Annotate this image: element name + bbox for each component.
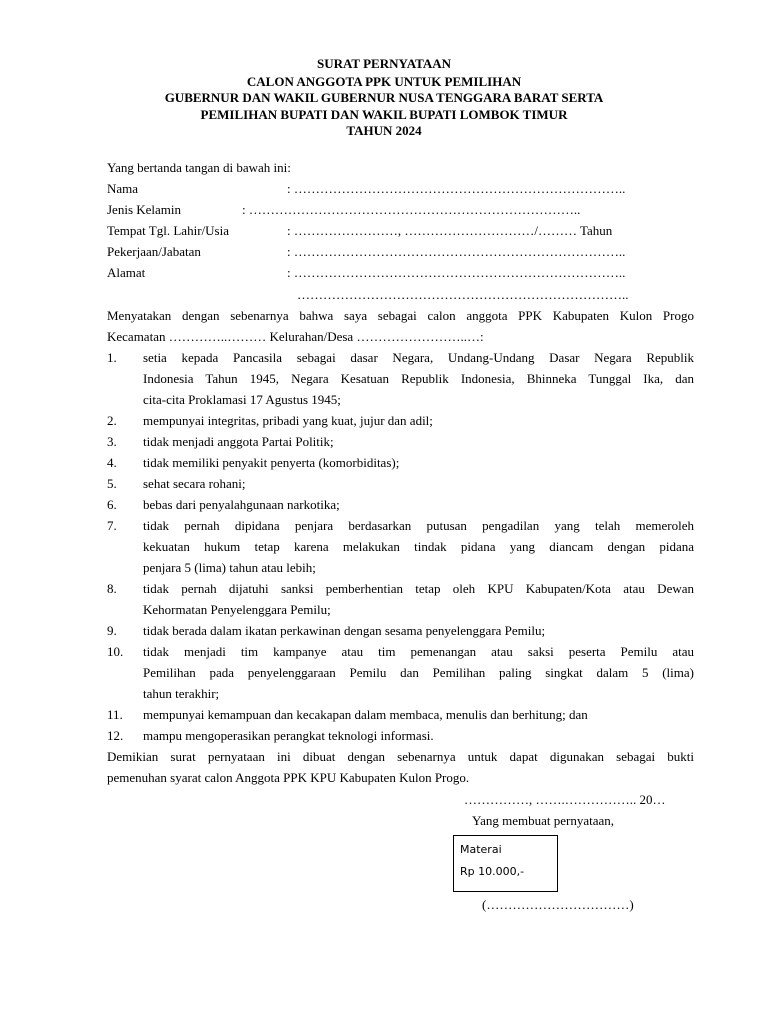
list-item-text: mempunyai kemampuan dan kecakapan dalam membaca, menulis dan berhitung; dan xyxy=(143,707,588,722)
list-item-number: 2. xyxy=(107,413,117,428)
list-item-number: 12. xyxy=(107,728,124,743)
statement-line-1: Menyatakan dengan sebenarnya bahwa saya sebagai calon anggota PPK Kabupaten Kulon Progo xyxy=(107,308,694,323)
field-value-pekerjaan: : ………………………………………………………………….. xyxy=(287,244,626,259)
field-value-nama: : ………………………………………………………………….. xyxy=(287,181,626,196)
list-item-text: tahun terakhir; xyxy=(143,686,220,701)
doc-subtitle-3: PEMILIHAN BUPATI DAN WAKIL BUPATI LOMBOK TIMUR xyxy=(200,107,568,122)
list-item-number: 9. xyxy=(107,623,117,638)
list-item-text: cita-cita Proklamasi 17 Agustus 1945; xyxy=(143,392,341,407)
field-label-nama: Nama xyxy=(107,181,139,196)
list-item-text: tidak berada dalam ikatan perkawinan dengan sesama penyelenggara Pemilu; xyxy=(143,623,546,638)
list-item-number: 6. xyxy=(107,497,117,512)
list-item-number: 8. xyxy=(107,581,117,596)
statement-line-2: Kecamatan …………..……… Kelurahan/Desa ……………………..…: xyxy=(107,329,484,344)
list-item-number: 4. xyxy=(107,455,117,470)
list-item-text: tidak menjadi tim kampanye atau tim pemenangan atau saksi peserta Pemilu atau xyxy=(143,644,694,659)
field-label-alamat: Alamat xyxy=(107,265,146,280)
list-item-text: mempunyai integritas, pribadi yang kuat, jujur dan adil; xyxy=(143,413,433,428)
list-item-text: tidak memiliki penyakit penyerta (komorbiditas); xyxy=(143,455,400,470)
intro-text: Yang bertanda tangan di bawah ini: xyxy=(107,160,291,175)
list-item-number: 5. xyxy=(107,476,117,491)
list-item-text: mampu mengoperasikan perangkat teknologi informasi. xyxy=(143,728,434,743)
list-item-text: tidak pernah dijatuhi sanksi pemberhentian tetap oleh KPU Kabupaten/Kota atau Dewan xyxy=(143,581,694,596)
doc-subtitle-2: GUBERNUR DAN WAKIL GUBERNUR NUSA TENGGARA BARAT SERTA xyxy=(164,90,604,105)
list-item-text: bebas dari penyalahgunaan narkotika; xyxy=(143,497,340,512)
signer-name-line: (……………………………) xyxy=(482,897,634,912)
closing-line-1: Demikian surat pernyataan ini dibuat dengan sebenarnya untuk dapat digunakan sebagai bukti xyxy=(107,749,694,764)
field-value-jenis-kelamin: : ………………………………………………………………….. xyxy=(242,202,581,217)
doc-subtitle-4: TAHUN 2024 xyxy=(346,123,422,138)
list-item-text: Indonesia Tahun 1945, Negara Kesatuan Republik Indonesia, Bhinneka Tunggal Ika, dan xyxy=(143,371,694,386)
closing-line-2: pemenuhan syarat calon Anggota PPK KPU Kabupaten Kulon Progo. xyxy=(107,770,470,785)
list-item-text: tidak menjadi anggota Partai Politik; xyxy=(143,434,334,449)
list-item-number: 3. xyxy=(107,434,117,449)
field-value-ttl: : ……………………, …………………………/……… Tahun xyxy=(287,223,613,238)
stamp-box xyxy=(453,835,558,892)
stamp-amount: Rp 10.000,- xyxy=(460,865,525,878)
list-item-text: setia kepada Pancasila sebagai dasar Negara, Undang-Undang Dasar Negara Republik xyxy=(143,350,694,365)
doc-subtitle-1: CALON ANGGOTA PPK UNTUK PEMILIHAN xyxy=(246,74,522,89)
list-item-number: 1. xyxy=(107,350,117,365)
field-value-alamat: : ………………………………………………………………….. xyxy=(287,265,626,280)
place-date: ……………, …….…………….. 20… xyxy=(464,792,666,807)
list-item-number: 11. xyxy=(107,707,123,722)
list-item-number: 7. xyxy=(107,518,117,533)
list-item-text: penjara 5 (lima) tahun atau lebih; xyxy=(143,560,316,575)
field-label-pekerjaan: Pekerjaan/Jabatan xyxy=(107,244,201,259)
list-item-text: Pemilihan pada penyelenggaraan Pemilu dan Pemilihan paling singkat dalam 5 (lima) xyxy=(143,665,694,680)
signer-label: Yang membuat pernyataan, xyxy=(472,813,615,828)
field-label-ttl: Tempat Tgl. Lahir/Usia xyxy=(107,223,229,238)
list-item-number: 10. xyxy=(107,644,124,659)
list-item-text: kekuatan hukum tetap karena melakukan tindak pidana yang diancam dengan pidana xyxy=(143,539,694,554)
stamp-label: Materai xyxy=(460,843,502,856)
list-item-text: tidak pernah dipidana penjara berdasarkan putusan pengadilan yang telah memeroleh xyxy=(143,518,694,533)
list-item-text: sehat secara rohani; xyxy=(143,476,246,491)
field-value-alamat-2: ………………………………………………………………….. xyxy=(297,287,629,302)
list-item-text: Kehormatan Penyelenggara Pemilu; xyxy=(143,602,331,617)
doc-title: SURAT PERNYATAAN xyxy=(317,56,451,71)
field-label-jenis-kelamin: Jenis Kelamin xyxy=(107,202,182,217)
